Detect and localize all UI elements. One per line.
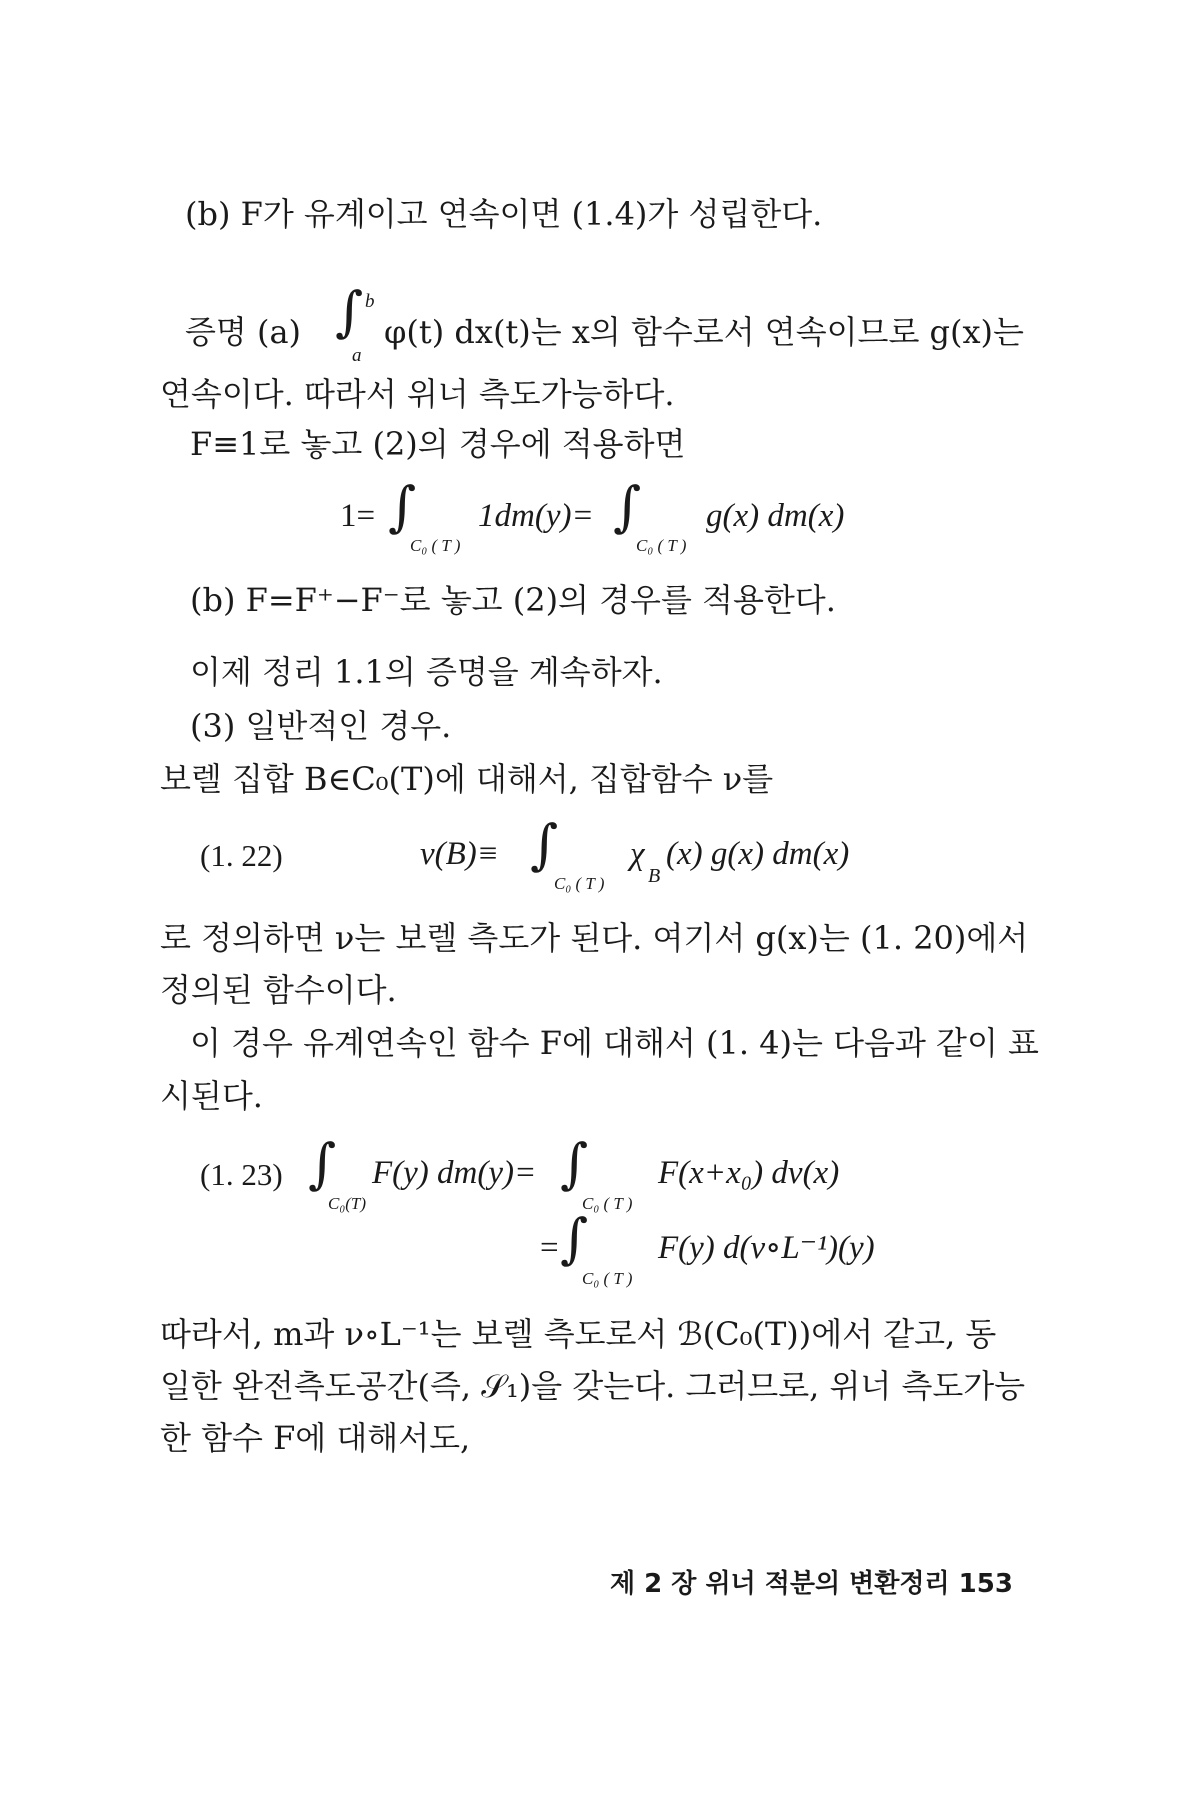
- eq-1-23-c: F(y) d(ν∘L⁻¹)(y): [658, 1230, 875, 1266]
- borel-set-line: 보렐 집합 B∈C₀(T)에 대해서, 집합함수 ν를: [160, 760, 774, 798]
- eq-1-23-c-eq: =: [540, 1230, 559, 1266]
- conclusion-line-3: 한 함수 F에 대해서도,: [160, 1419, 471, 1457]
- eq-1-23-int3: ∫: [560, 1207, 589, 1270]
- eq-1-23-sub1: C₀(T): [328, 1194, 367, 1213]
- definition-line-1: 로 정의하면 ν는 보렐 측도가 된다. 여기서 g(x)는 (1. 20)에서: [160, 919, 1029, 957]
- expressed-line: 시된다.: [160, 1077, 263, 1115]
- definition-line-2: 정의된 함수이다.: [160, 971, 397, 1009]
- eq-1-22-sub: C₀ ( T ): [554, 874, 605, 893]
- conclusion-line-1: 따라서, m과 ν∘L⁻¹는 보렐 측도로서 ℬ(C₀(T))에서 같고, 동: [160, 1315, 997, 1353]
- eq-1-23-sub2: C₀ ( T ): [582, 1194, 633, 1213]
- case-3: (3) 일반적인 경우.: [190, 707, 452, 745]
- statement-b: (b) F가 유계이고 연속이면 (1.4)가 성립한다.: [185, 195, 823, 233]
- eq-1-22-number: (1. 22): [200, 838, 283, 873]
- page-footer: 제 2 장 위너 적분의 변환정리 153: [610, 1569, 1013, 1599]
- proof-a-label: 증명 (a): [185, 313, 302, 351]
- integral-lower-limit: a: [352, 345, 362, 366]
- integral-sign: ∫: [335, 280, 364, 343]
- proof-line-3: F≡1로 놓고 (2)의 경우에 적용하면: [190, 425, 686, 463]
- continue-proof: 이제 정리 1.1의 증명을 계속하자.: [190, 653, 663, 691]
- eq1-sub2: C₀ ( T ): [636, 536, 687, 555]
- eq1-int2: ∫: [613, 475, 642, 538]
- eq-1-22-chi-sub: B: [648, 865, 661, 887]
- conclusion-line-2: 일한 완전측도공간(즉, 𝒮₁)을 갖는다. 그러므로, 위너 측도가능: [160, 1367, 1026, 1405]
- proof-a-text: φ(t) dx(t)는 x의 함수로서 연속이므로 g(x)는: [384, 313, 1024, 351]
- eq1-right: g(x) dm(x): [706, 498, 845, 534]
- eq1-int1: ∫: [388, 475, 417, 538]
- eq-1-23-b: F(x+x₀) dν(x): [658, 1155, 840, 1191]
- eq-1-23-number: (1. 23): [200, 1157, 283, 1192]
- eq-1-22-left: ν(B)≡: [420, 836, 500, 872]
- eq1-left: 1=: [340, 498, 376, 534]
- eq-1-22-tail: (x) g(x) dm(x): [666, 836, 850, 872]
- eq-1-23-int1: ∫: [308, 1132, 337, 1195]
- eq-1-23-int2: ∫: [560, 1132, 589, 1195]
- eq1-sub1: C₀ ( T ): [410, 536, 461, 555]
- bounded-continuous-line: 이 경우 유계연속인 함수 F에 대해서 (1. 4)는 다음과 같이 표: [190, 1024, 1039, 1062]
- proof-a-integral: [335, 280, 364, 343]
- eq-1-22-int: ∫: [530, 813, 559, 876]
- eq-1-22-chi: χ: [630, 836, 645, 872]
- proof-b: (b) F=F⁺−F⁻로 놓고 (2)의 경우를 적용한다.: [190, 581, 836, 619]
- eq-1-23-a: F(y) dm(y)=: [372, 1155, 537, 1191]
- integral-upper-limit: b: [365, 291, 375, 312]
- eq-1-23-sub3: C₀ ( T ): [582, 1269, 633, 1288]
- proof-line-2: 연속이다. 따라서 위너 측도가능하다.: [160, 375, 675, 413]
- eq1-mid: 1dm(y)=: [478, 498, 594, 534]
